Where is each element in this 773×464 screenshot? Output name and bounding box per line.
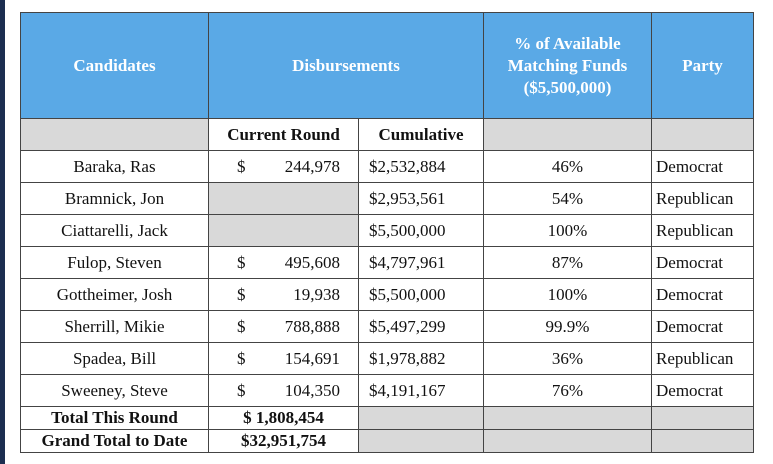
current-round-value: 19,938: [293, 284, 340, 304]
blank-cell: [652, 407, 754, 430]
currency-sign: $: [237, 348, 246, 368]
current-round-value: 244,978: [284, 156, 340, 176]
total-row: [21, 407, 754, 430]
candidate-name: Sherrill, Mikie: [21, 311, 209, 343]
total-label: Grand Total to Date: [21, 430, 209, 453]
current-round-value: 104,350: [284, 380, 340, 400]
total-label: Total This Round: [21, 407, 209, 430]
cumulative-value: $4,797,961: [359, 247, 484, 279]
cumulative-value: $5,500,000: [359, 279, 484, 311]
cumulative-value: $5,497,299: [359, 311, 484, 343]
blank-cell: [652, 430, 754, 453]
table-row: [21, 183, 754, 215]
blank-cell: [21, 119, 209, 151]
current-round-value: 495,608: [284, 252, 340, 272]
blank-cell: [359, 407, 484, 430]
header-row: [21, 13, 754, 119]
candidate-name: Spadea, Bill: [21, 343, 209, 375]
pct-value: 87%: [484, 247, 652, 279]
total-row: [21, 430, 754, 453]
candidate-name: Sweeney, Steve: [21, 375, 209, 407]
header-pct: % of Available Matching Funds ($5,500,000): [484, 13, 652, 119]
party-value: Democrat: [652, 279, 754, 311]
blank-cell: [484, 407, 652, 430]
header-disbursements: Disbursements: [209, 13, 484, 119]
party-value: Republican: [652, 343, 754, 375]
pct-value: 76%: [484, 375, 652, 407]
party-value: Democrat: [652, 247, 754, 279]
current-round-cell: [209, 215, 359, 247]
matching-funds-table: [20, 12, 754, 453]
party-value: Democrat: [652, 311, 754, 343]
current-round-cell: [209, 311, 359, 343]
pct-value: 46%: [484, 151, 652, 183]
subheader-row: [21, 119, 754, 151]
current-round-value: 788,888: [284, 316, 340, 336]
pct-value: 99.9%: [484, 311, 652, 343]
party-value: Democrat: [652, 375, 754, 407]
table-row: [21, 375, 754, 407]
table-row: [21, 343, 754, 375]
blank-cell: [484, 430, 652, 453]
subheader-current: Current Round: [209, 119, 359, 151]
pct-value: 36%: [484, 343, 652, 375]
blank-cell: [484, 119, 652, 151]
party-value: Republican: [652, 215, 754, 247]
cumulative-value: $2,532,884: [359, 151, 484, 183]
pct-value: 100%: [484, 215, 652, 247]
table-row: [21, 311, 754, 343]
party-value: Democrat: [652, 151, 754, 183]
currency-sign: $: [237, 380, 246, 400]
current-round-cell: [209, 247, 359, 279]
current-round-cell: [209, 375, 359, 407]
cumulative-value: $2,953,561: [359, 183, 484, 215]
currency-sign: $: [237, 316, 246, 336]
candidate-name: Ciattarelli, Jack: [21, 215, 209, 247]
candidate-name: Bramnick, Jon: [21, 183, 209, 215]
candidate-name: Fulop, Steven: [21, 247, 209, 279]
currency-sign: $: [237, 284, 246, 304]
pct-value: 100%: [484, 279, 652, 311]
table-row: [21, 247, 754, 279]
cumulative-value: $5,500,000: [359, 215, 484, 247]
table-row: [21, 215, 754, 247]
party-value: Republican: [652, 183, 754, 215]
table-row: [21, 279, 754, 311]
total-value: $ 1,808,454: [209, 407, 359, 430]
subheader-cumulative: Cumulative: [359, 119, 484, 151]
candidate-name: Baraka, Ras: [21, 151, 209, 183]
current-round-cell: [209, 183, 359, 215]
window-edge: [0, 0, 5, 464]
header-party: Party: [652, 13, 754, 119]
header-candidates: Candidates: [21, 13, 209, 119]
cumulative-value: $1,978,882: [359, 343, 484, 375]
cumulative-value: $4,191,167: [359, 375, 484, 407]
currency-sign: $: [237, 156, 246, 176]
blank-cell: [652, 119, 754, 151]
currency-sign: $: [237, 252, 246, 272]
pct-value: 54%: [484, 183, 652, 215]
current-round-cell: [209, 279, 359, 311]
current-round-cell: [209, 151, 359, 183]
candidate-name: Gottheimer, Josh: [21, 279, 209, 311]
table-row: [21, 151, 754, 183]
total-value: $32,951,754: [209, 430, 359, 453]
blank-cell: [359, 430, 484, 453]
current-round-cell: [209, 343, 359, 375]
current-round-value: 154,691: [284, 348, 340, 368]
